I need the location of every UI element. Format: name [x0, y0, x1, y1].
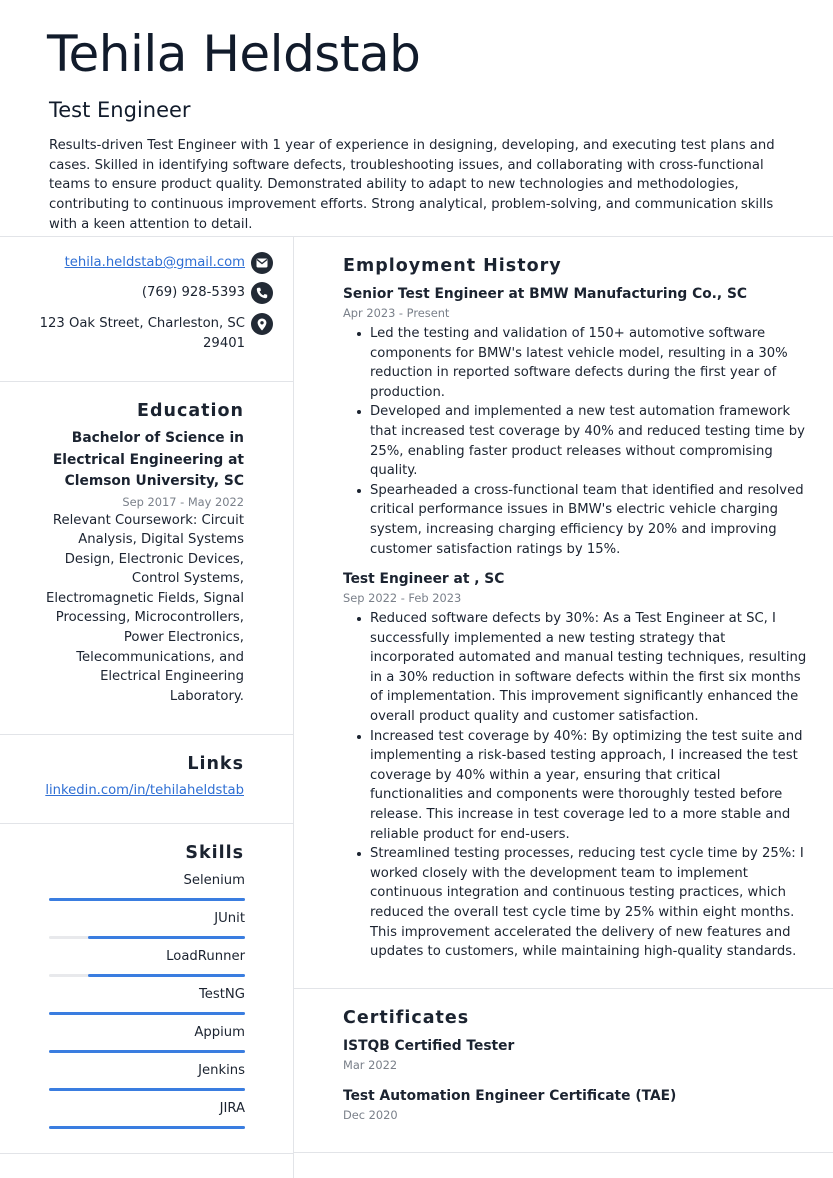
phone-number: (769) 928-5393 — [141, 285, 245, 300]
address — [40, 314, 245, 353]
skills-divider — [0, 1153, 293, 1154]
skill-level-track — [49, 936, 245, 939]
skill-item — [49, 1100, 245, 1118]
address-line-1: 123 Oak Street, Charleston, SC — [39, 316, 245, 331]
skill-item — [49, 986, 245, 1004]
skill-item — [49, 1062, 245, 1080]
candidate-title: Test Engineer — [49, 98, 191, 122]
header-divider — [0, 236, 833, 237]
certificates-heading: Certificates — [343, 1008, 470, 1028]
skill-name: Appium — [194, 1025, 245, 1040]
certificate-date: Mar 2022 — [343, 1058, 398, 1072]
employment-heading: Employment History — [343, 256, 562, 276]
job-bullet: Reduced software defects by 30%: As a Test Engineer at SC, I successfully implemented a new testing strategy that incorporated automated and manual testing techniques, resulting in a 30% reduction in software defects within the first six months of implementation. This improvement significantly enhanced the overall product quality and customer satisfaction. — [370, 609, 810, 727]
skill-level-track — [49, 898, 245, 901]
job-title: Senior Test Engineer at BMW Manufacturing Co., SC — [343, 286, 748, 302]
candidate-name: Tehila Heldstab — [47, 25, 421, 83]
links-divider — [0, 823, 293, 824]
employment-divider — [294, 988, 833, 989]
education-divider — [0, 734, 293, 735]
education-dates: Sep 2017 - May 2022 — [122, 494, 244, 509]
skill-name: JIRA — [219, 1101, 245, 1116]
skill-level-fill — [49, 898, 245, 901]
skill-level-fill — [49, 1012, 245, 1015]
certificate-name: ISTQB Certified Tester — [343, 1038, 515, 1054]
skill-item — [49, 910, 245, 928]
skill-item — [49, 872, 245, 890]
certificate-date: Dec 2020 — [343, 1108, 398, 1122]
skill-item — [49, 1024, 245, 1042]
links-list — [14, 781, 244, 801]
email-link[interactable]: tehila.heldstab@gmail.com — [64, 255, 245, 270]
skill-name: Selenium — [183, 873, 245, 888]
certificate-name: Test Automation Engineer Certificate (TAE) — [343, 1088, 677, 1104]
location-pin-icon — [251, 313, 273, 335]
column-divider — [293, 236, 294, 1178]
contact-address-row — [40, 314, 273, 353]
contact-phone-row — [142, 283, 273, 304]
skill-name: TestNG — [198, 987, 245, 1002]
job-bullets — [343, 324, 810, 559]
job-title: Test Engineer at , SC — [343, 571, 505, 587]
envelope-icon — [251, 252, 273, 274]
job-dates: Apr 2023 - Present — [343, 306, 450, 320]
skill-level-track — [49, 1088, 245, 1091]
contact-divider — [0, 381, 293, 382]
skill-level-fill — [49, 1088, 245, 1091]
skill-name: LoadRunner — [166, 949, 245, 964]
skill-name: Jenkins — [198, 1063, 245, 1078]
job-bullet: Led the testing and validation of 150+ automotive software components for BMW's latest vehicle model, resulting in a 30% reduction in reported software defects during the first year of production. — [370, 324, 810, 402]
skill-level-fill — [49, 1050, 245, 1053]
job-dates: Sep 2022 - Feb 2023 — [343, 591, 462, 605]
linkedin-link[interactable]: linkedin.com/in/tehilaheldstab — [45, 783, 244, 798]
job-bullets — [343, 609, 810, 962]
skill-level-fill — [49, 1126, 245, 1129]
resume-header — [0, 0, 833, 236]
certificates-divider — [294, 1152, 833, 1153]
job-bullet: Spearheaded a cross-functional team that identified and resolved critical performance issues in BMW's electric vehicle charging system, increasing charging efficiency by 20% and improving customer satisfaction ratings by 15%. — [370, 481, 810, 559]
phone-icon — [251, 282, 273, 304]
skill-level-track — [49, 974, 245, 977]
education-entry — [44, 428, 244, 706]
skill-level-track — [49, 1012, 245, 1015]
skill-level-fill — [88, 936, 245, 939]
address-line-2: 29401 — [203, 335, 245, 351]
contact-email-row — [65, 253, 273, 274]
education-coursework: Relevant Coursework: Circuit Analysis, Digital Systems Design, Electronic Devices, Control Systems, Electromagnetic Fields, Signal Processing, Microcontrollers, Power Electronics, Telecommunications, and Electrical Engineering Laboratory. — [46, 512, 244, 704]
education-degree: Bachelor of Science in Electrical Engineering at Clemson University, SC — [52, 430, 244, 489]
job-bullet: Increased test coverage by 40%: By optimizing the test suite and implementing a risk-based testing approach, I increased the test coverage by 40% within a year, ensuring that critical functionalities and components were thoroughly tested before release. This increase in test coverage led to a more stable and reliable product for end-users. — [370, 727, 810, 845]
skill-level-track — [49, 1126, 245, 1129]
skills-heading: Skills — [185, 843, 244, 863]
job-bullet: Streamlined testing processes, reducing test cycle time by 25%: I worked closely with the development team to implement continuous integration and continuous testing practices, which reduced the overall test cycle time by 25% within eight months. This improvement accelerated the delivery of new features and updates to customers, while maintaining high-quality standards. — [370, 844, 810, 962]
profile-summary: Results-driven Test Engineer with 1 year of experience in designing, developing, and executing test plans and cases. Skilled in identifying software defects, troubleshooting issues, and collaborating with cross-functional teams to ensure product quality. Demonstrated ability to adapt to new technologies and methodologies, contributing to continuous improvement efforts. Strong analytical, problem-solving, and communication skills with a keen attention to detail. — [49, 138, 775, 232]
skill-level-track — [49, 1050, 245, 1053]
skill-level-fill — [88, 974, 245, 977]
skill-name: JUnit — [214, 911, 245, 926]
links-heading: Links — [187, 754, 244, 774]
education-heading: Education — [137, 401, 244, 421]
skill-item — [49, 948, 245, 966]
job-bullet: Developed and implemented a new test automation framework that increased test coverage by 40% and reduced testing time by 25%, enabling faster product releases without compromising quality. — [370, 402, 810, 480]
